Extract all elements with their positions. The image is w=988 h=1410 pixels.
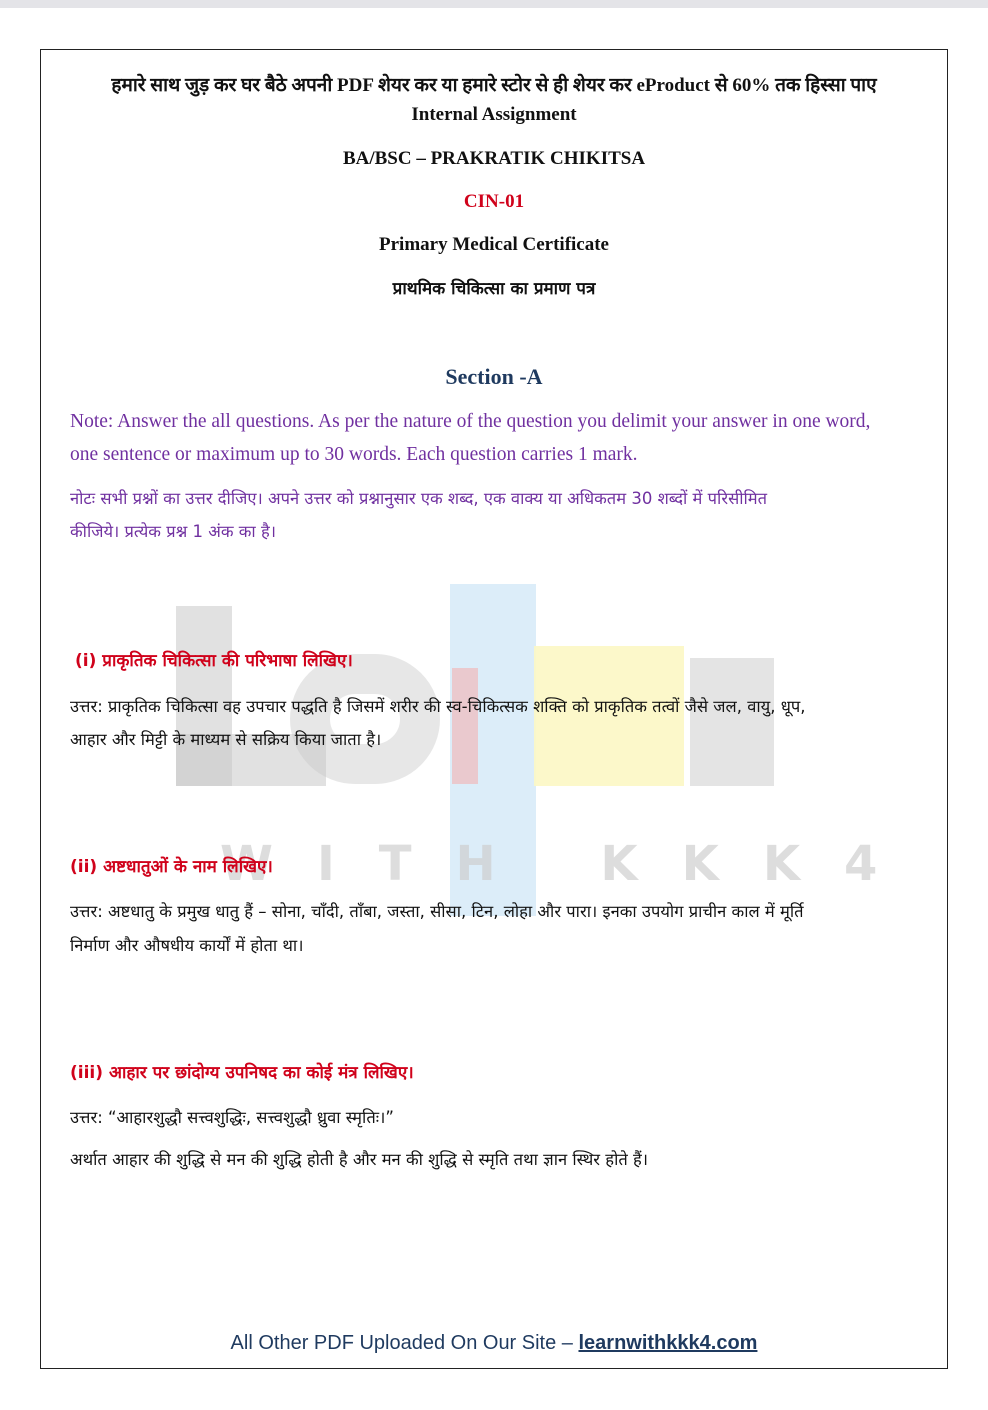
note-hi-line-2: कीजिये। प्रत्येक प्रश्न 1 अंक का है। xyxy=(70,522,276,541)
question-2: (ii) अष्टधातुओं के नाम लिखिए। xyxy=(70,857,273,877)
answer-1-line-1: उत्तर: प्राकृतिक चिकित्सा वह उपचार पद्धति है जिसमें शरीर की स्व-चिकित्सक शक्ति को प्राकृतिक तत्वों जैसे जल, वायु, धूप, xyxy=(70,697,806,716)
answer-3-line-2: अर्थात आहार की शुद्धि से मन की शुद्धि होती है और मन की शुद्धि से स्मृति तथा ज्ञान स्थिर होते हैं। xyxy=(70,1150,649,1169)
note-hi-line-1: नोटः सभी प्रश्नों का उत्तर दीजिए। अपने उत्तर को प्रश्नानुसार एक शब्द, एक वाक्य या अधिकतम 30 शब्दों में परिसीमित xyxy=(70,489,768,508)
site-link[interactable]: learnwithkkk4.com xyxy=(578,1332,758,1354)
course-code: CIN-01 xyxy=(463,191,525,212)
course-title-hi: प्राथमिक चिकित्सा का प्रमाण पत्र xyxy=(392,279,596,299)
watermark-text: WITH KKK4 xyxy=(220,836,922,892)
assignment-title: Internal Assignment xyxy=(411,104,577,125)
question-3: (iii) आहार पर छांदोग्य उपनिषद का कोई मंत्र लिखिए। xyxy=(70,1063,414,1083)
answer-3-line-1: उत्तर: “आहारशुद्धौ सत्त्वशुद्धिः, सत्त्वशुद्धौ ध्रुवा स्मृतिः।” xyxy=(70,1108,394,1127)
promo-banner: हमारे साथ जुड़ कर घर बैठे अपनी PDF शेयर कर या हमारे स्टोर से ही शेयर कर eProduct से 60% तक हिस्सा पाए xyxy=(111,75,877,96)
note-en-line-2: one sentence or maximum up to 30 words. Each question carries 1 mark. xyxy=(70,444,638,465)
viewer-top-bar xyxy=(0,0,988,8)
question-1: (i) प्राकृतिक चिकित्सा की परिभाषा लिखिए। xyxy=(75,651,353,671)
answer-2-line-2: निर्माण और औषधीय कार्यों में होता था। xyxy=(70,936,304,955)
course-title-en: Primary Medical Certificate xyxy=(379,234,609,255)
footer xyxy=(40,1332,948,1355)
answer-1-line-2: आहार और मिट्टी के माध्यम से सक्रिय किया जाता है। xyxy=(70,730,382,749)
section-heading: Section -A xyxy=(445,364,543,389)
document-page xyxy=(0,8,988,1410)
answer-2-line-1: उत्तर: अष्टधातु के प्रमुख धातु हैं – सोना, चाँदी, ताँबा, जस्ता, सीसा, टिन, लोहा और पारा। इनका उपयोग प्राचीन काल में मूर्ति xyxy=(70,902,804,921)
footer-text: All Other PDF Uploaded On Our Site – xyxy=(230,1332,579,1354)
note-en-line-1: Note: Answer the all questions. As per the nature of the question you delimit your answer in one word, xyxy=(70,411,871,432)
program-title: BA/BSC – PRAKRATIK CHIKITSA xyxy=(342,148,646,169)
